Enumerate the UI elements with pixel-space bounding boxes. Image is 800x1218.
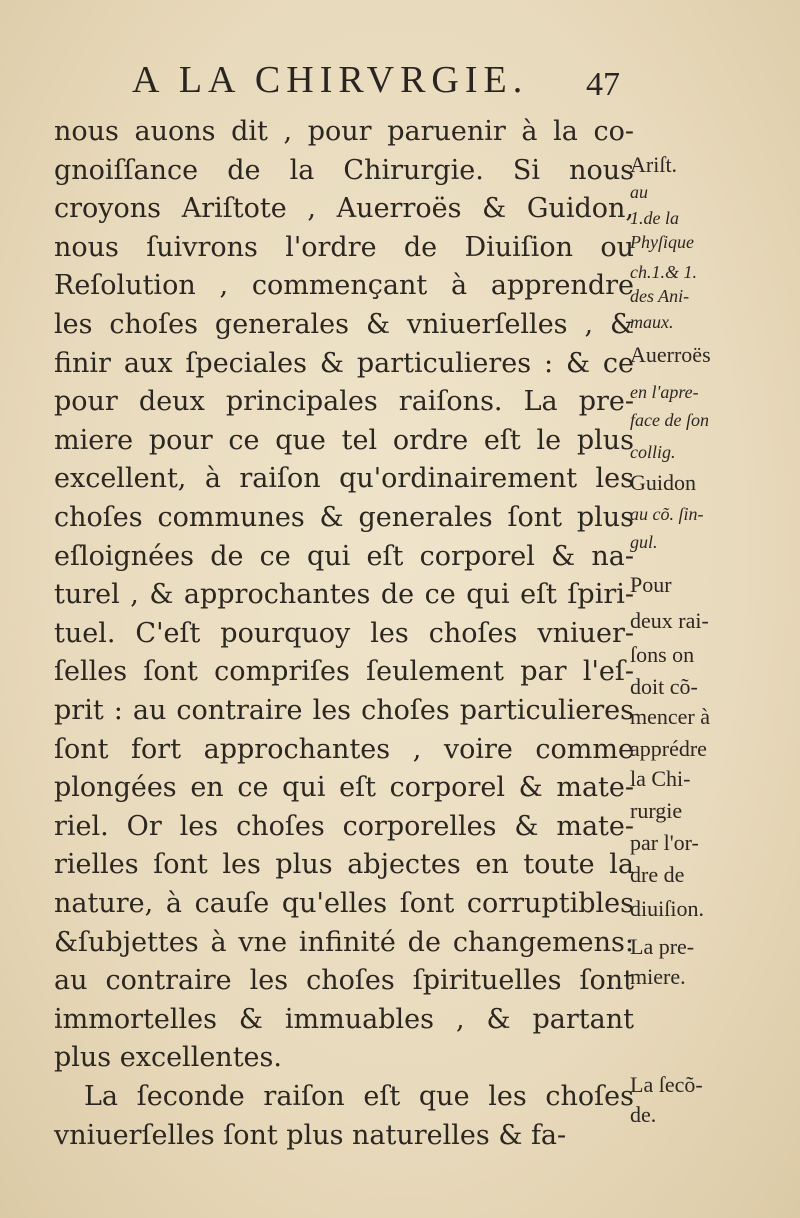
margin-note: collig. <box>630 442 676 462</box>
text-line: vniuerſelles ſont plus naturelles & fa- <box>54 1119 567 1151</box>
text-line: plus excellentes. <box>54 1042 282 1074</box>
margin-note: en l'apre- <box>630 382 699 402</box>
text-line: plongées en ce qui eſt corporel & mate- <box>54 772 634 804</box>
margin-note: rurgie <box>630 798 683 823</box>
margin-note: au cõ. ſin- <box>630 504 704 524</box>
margin-note: la Chi- <box>630 766 691 791</box>
text-line: croyons Ariſtote , Auerroës & Guidon, <box>54 193 634 225</box>
margin-note: La pre- <box>630 934 695 959</box>
text-line: nous ſuivrons l'ordre de Diuiſion ou <box>54 231 634 263</box>
text-line: ſont fort approchantes , voire comme <box>54 733 634 765</box>
text-line: &ſubjettes à vne infinité de changemens: <box>54 926 634 958</box>
margin-note: apprédre <box>630 736 707 761</box>
margin-note: mencer à <box>630 704 710 729</box>
margin-note: dre de <box>630 862 685 887</box>
text-line: Reſolution , commençant à apprendre <box>54 270 634 302</box>
margin-note: Ariſt. <box>630 152 678 177</box>
running-head-title: A LA CHIRVRGIE. <box>132 59 529 101</box>
text-line: les choſes generales & vniuerſelles , & <box>54 309 634 340</box>
margin-note: Phyſique <box>630 232 694 252</box>
text-line: choſes communes & generales ſont plus <box>54 502 634 533</box>
margin-note: maux. <box>630 312 674 332</box>
margin-note: Auerroës <box>630 342 711 367</box>
margin-note: 1.de la <box>630 208 679 228</box>
margin-note: au <box>630 182 648 202</box>
margin-note: ch.1.& 1. <box>630 262 697 282</box>
margin-note: Guidon <box>630 470 696 495</box>
text-line: eſloignées de ce qui eſt corporel & na- <box>54 540 634 572</box>
margin-note: Pour <box>630 572 672 597</box>
text-line: riel. Or les choſes corporelles & mate- <box>54 810 634 842</box>
text-line: pour deux principales raiſons. La pre- <box>54 386 634 418</box>
margin-note: miere. <box>630 964 686 989</box>
margin-note: diuiſion. <box>630 896 704 921</box>
text-line: La ſeconde raiſon eſt que les choſes <box>84 1081 634 1112</box>
margin-note: par l'or- <box>630 830 699 855</box>
text-line: turel , & approchantes de ce qui eſt ſpiri- <box>54 579 634 611</box>
page-number: 47 <box>586 66 620 103</box>
text-line: miere pour ce que tel ordre eſt le plus <box>54 424 634 456</box>
text-line: gnoiſſance de la Chirurgie. Si nous <box>54 154 634 186</box>
text-line: au contraire les choſes ſpirituelles ſont <box>54 965 634 997</box>
text-line: prit : au contraire les choſes particulieres <box>54 695 634 726</box>
margin-note: ſons on <box>630 642 695 667</box>
margin-note: La ſecõ- <box>630 1072 703 1097</box>
text-line: finir aux ſpeciales & particulieres : & ce <box>54 347 634 379</box>
text-line: immortelles & immuables , & partant <box>54 1003 634 1035</box>
text-line: nous auons dit , pour paruenir à la co- <box>54 116 634 147</box>
text-line: nature, à cauſe qu'elles ſont corruptibles <box>54 888 634 919</box>
margin-note: des Ani- <box>630 286 690 306</box>
text-line: excellent, à raiſon qu'ordinairement les <box>54 463 634 495</box>
margin-note: doit cõ- <box>630 674 698 699</box>
margin-note: face de ſon <box>630 410 709 430</box>
margin-note: gul. <box>630 532 658 552</box>
margin-note: deux rai- <box>630 608 709 633</box>
margin-note: de. <box>630 1102 657 1127</box>
text-line: ſelles ſont compriſes ſeulement par l'eſ- <box>54 656 634 688</box>
running-head <box>0 58 800 108</box>
text-line: tuel. C'eſt pourquoy les choſes vniuer- <box>54 617 634 649</box>
text-line: rielles ſont les plus abjectes en toute la <box>54 849 634 881</box>
